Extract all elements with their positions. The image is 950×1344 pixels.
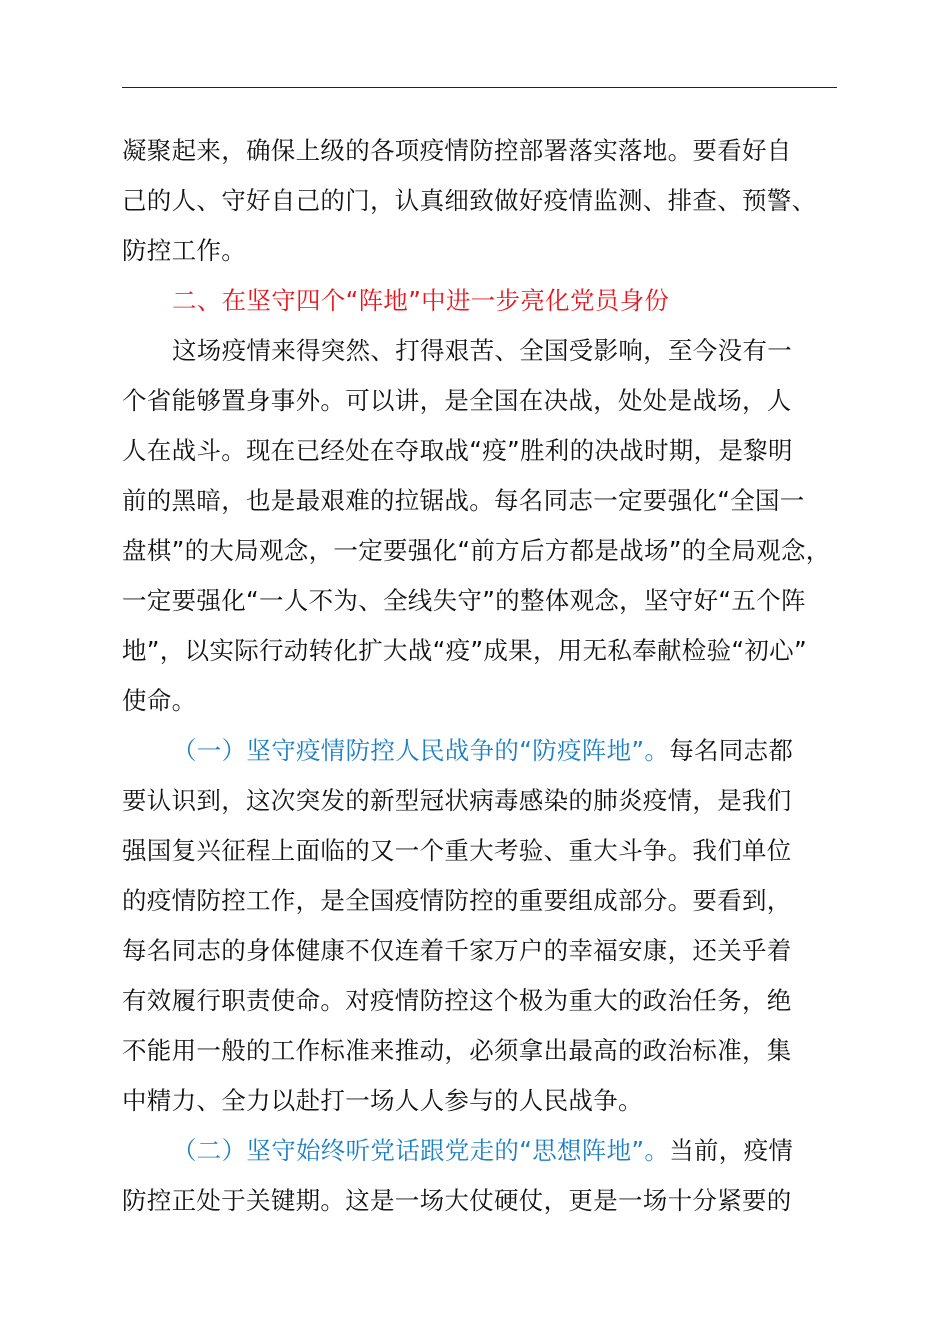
text-line: 地”，以实际行动转化扩大战“疫”成果，用无私奉献检验“初心” (122, 636, 807, 665)
text-line: 个省能够置身事外。可以讲，是全国在决战，处处是战场，人 (122, 386, 792, 415)
text-line: 不能用一般的工作标准来推动，必须拿出最高的政治标准，集 (122, 1036, 792, 1065)
text-line: 凝聚起来，确保上级的各项疫情防控部署落实落地。要看好自 (122, 136, 792, 165)
text-line: 要认识到，这次突发的新型冠状病毒感染的肺炎疫情，是我们 (122, 786, 792, 815)
subsection-line (122, 726, 842, 776)
subsection-title: （一）坚守疫情防控人民战争的“防疫阵地”。 (172, 736, 670, 765)
text-line: 使命。 (122, 686, 197, 715)
document-body (122, 126, 842, 1226)
section-heading: 二、在坚守四个“阵地”中进一步亮化党员身份 (172, 286, 670, 315)
text-line: 己的人、守好自己的门，认真细致做好疫情监测、排查、预警、 (122, 186, 817, 215)
text-line: 有效履行职责使命。对疫情防控这个极为重大的政治任务，绝 (122, 986, 792, 1015)
text-line: 防控工作。 (122, 236, 246, 265)
text-line: 人在战斗。现在已经处在夺取战“疫”胜利的决战时期，是黎明 (122, 436, 793, 465)
text-line: 防控正处于关键期。这是一场大仗硬仗，更是一场十分紧要的 (122, 1186, 792, 1215)
subsection-line (122, 1126, 842, 1176)
text-line: 中精力、全力以赴打一场人人参与的人民战争。 (122, 1086, 643, 1115)
text-line: 盘棋”的大局观念，一定要强化“前方后方都是战场”的全局观念， (122, 536, 831, 565)
subsection-lead-text: 每名同志都 (669, 736, 794, 765)
header-rule (122, 87, 837, 88)
subsection-title: （二）坚守始终听党话跟党走的“思想阵地”。 (172, 1136, 670, 1165)
subsection-lead-text: 当前，疫情 (669, 1136, 794, 1165)
text-line: 每名同志的身体健康不仅连着千家万户的幸福安康，还关乎着 (122, 936, 792, 965)
text-line: 强国复兴征程上面临的又一个重大考验、重大斗争。我们单位 (122, 836, 792, 865)
text-line: 一定要强化“一人不为、全线失守”的整体观念，坚守好“五个阵 (122, 586, 806, 615)
text-line: 前的黑暗，也是最艰难的拉锯战。每名同志一定要强化“全国一 (122, 486, 805, 515)
text-line: 这场疫情来得突然、打得艰苦、全国受影响，至今没有一 (172, 336, 792, 365)
text-line: 的疫情防控工作，是全国疫情防控的重要组成部分。要看到， (122, 886, 792, 915)
